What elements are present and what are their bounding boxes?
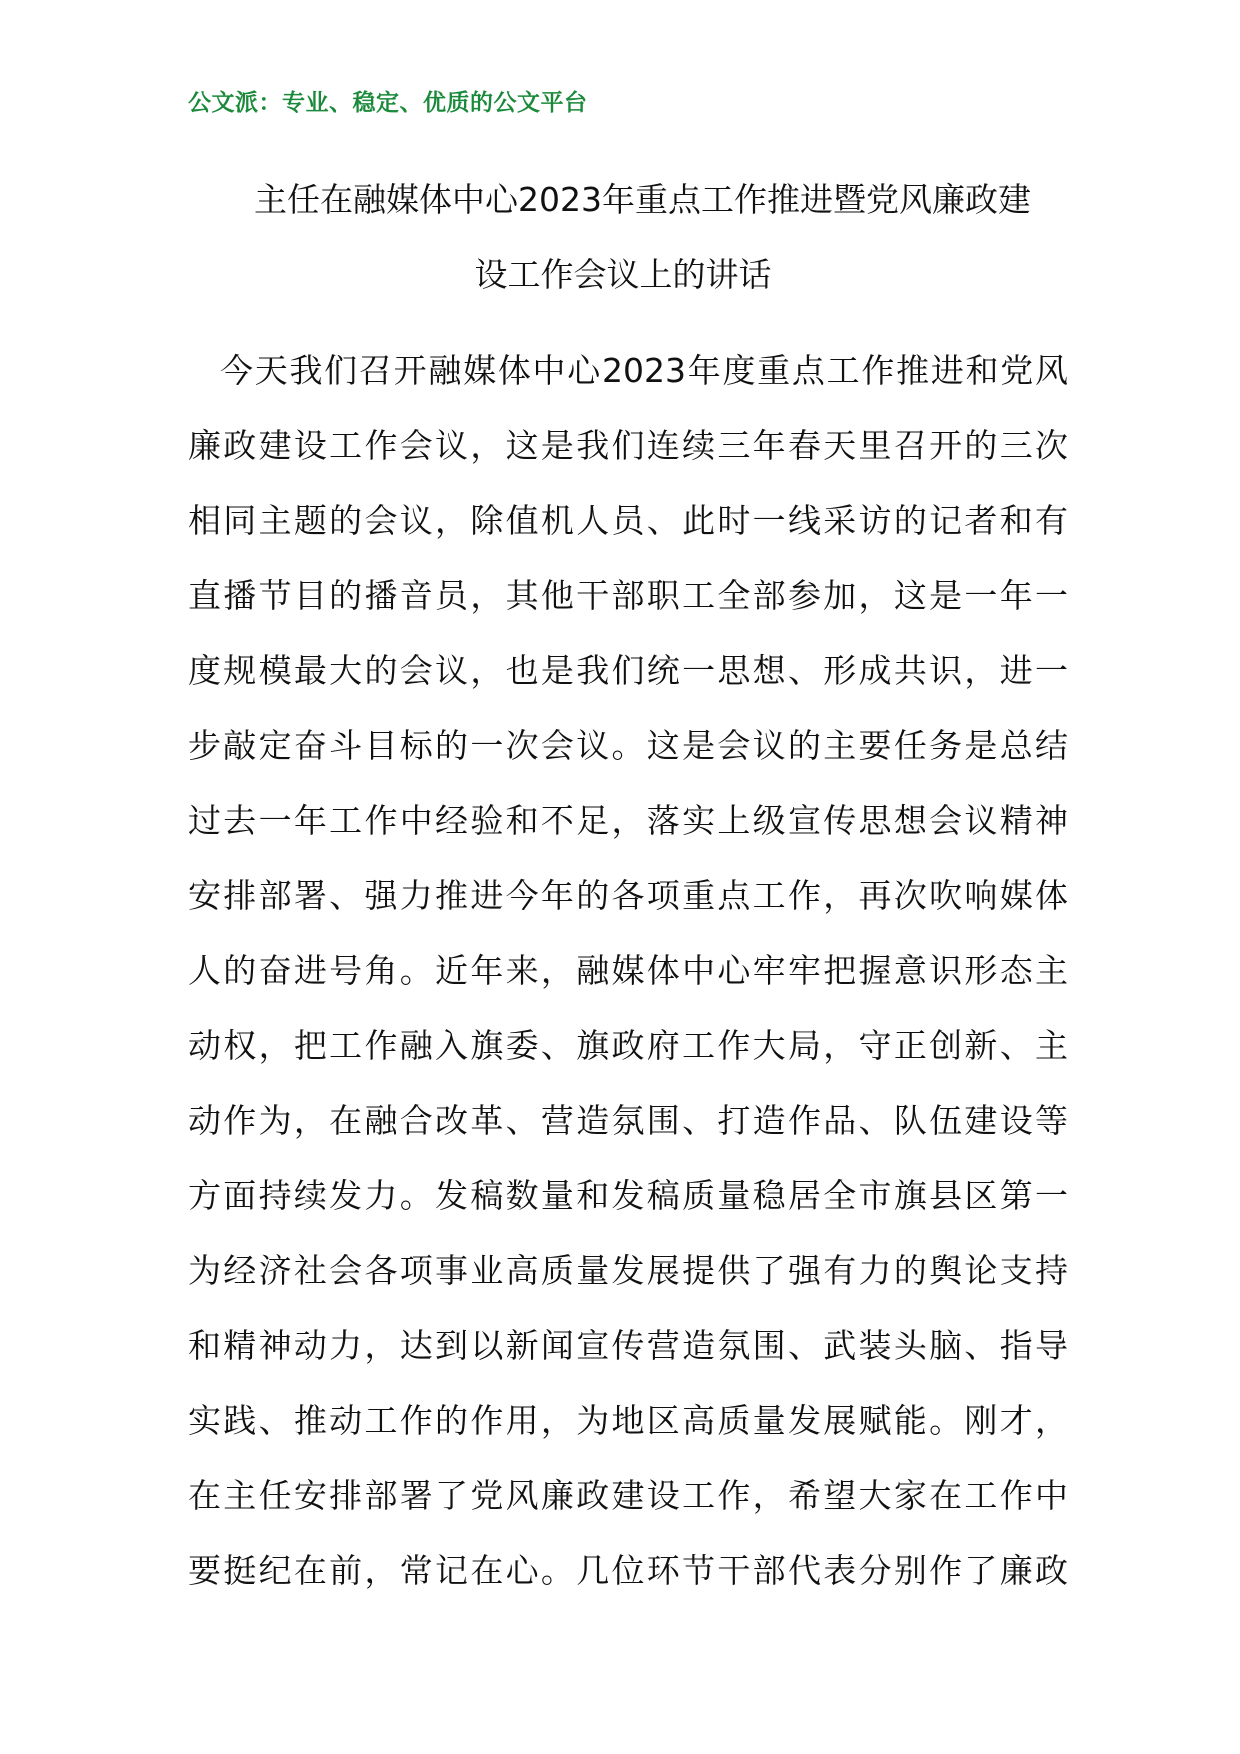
body-line: 相同主题的会议，除值机人员、此时一线采访的记者和有 bbox=[188, 501, 1068, 540]
title-line: 主任在融媒体中心2023年重点工作推进暨党风廉政建 bbox=[254, 180, 1031, 219]
body-line: 安排部署、强力推进今年的各项重点工作，再次吹响媒体 bbox=[188, 876, 1068, 915]
document-body bbox=[188, 333, 1068, 1608]
body-line: 过去一年工作中经验和不足，落实上级宣传思想会议精神 bbox=[188, 801, 1068, 840]
site-banner: 公文派：专业、稳定、优质的公文平台 bbox=[188, 90, 588, 116]
body-line: 要挺纪在前，常记在心。几位环节干部代表分别作了廉政 bbox=[188, 1551, 1068, 1590]
body-line: 动权，把工作融入旗委、旗政府工作大局，守正创新、主 bbox=[188, 1026, 1068, 1065]
body-line: 廉政建设工作会议，这是我们连续三年春天里召开的三次 bbox=[188, 426, 1068, 465]
body-line: 为经济社会各项事业高质量发展提供了强有力的舆论支持 bbox=[188, 1251, 1068, 1290]
body-line: 和精神动力，达到以新闻宣传营造氛围、武装头脑、指导 bbox=[188, 1326, 1068, 1365]
body-line: 方面持续发力。发稿数量和发稿质量稳居全市旗县区第一 bbox=[188, 1176, 1068, 1215]
body-line: 动作为，在融合改革、营造氛围、打造作品、队伍建设等 bbox=[188, 1101, 1068, 1140]
document-title bbox=[188, 162, 1058, 312]
body-line: 在主任安排部署了党风廉政建设工作，希望大家在工作中 bbox=[188, 1476, 1068, 1515]
body-line: 度规模最大的会议，也是我们统一思想、形成共识，进一 bbox=[188, 651, 1068, 690]
body-line: 实践、推动工作的作用，为地区高质量发展赋能。刚才， bbox=[188, 1401, 1068, 1440]
body-line: 直播节目的播音员，其他干部职工全部参加，这是一年一 bbox=[188, 576, 1068, 615]
body-line: 人的奋进号角。近年来，融媒体中心牢牢把握意识形态主 bbox=[188, 951, 1068, 990]
body-line: 今天我们召开融媒体中心2023年度重点工作推进和党风 bbox=[220, 351, 1068, 390]
title-line: 设工作会议上的讲话 bbox=[474, 255, 772, 294]
body-line: 步敲定奋斗目标的一次会议。这是会议的主要任务是总结 bbox=[188, 726, 1068, 765]
